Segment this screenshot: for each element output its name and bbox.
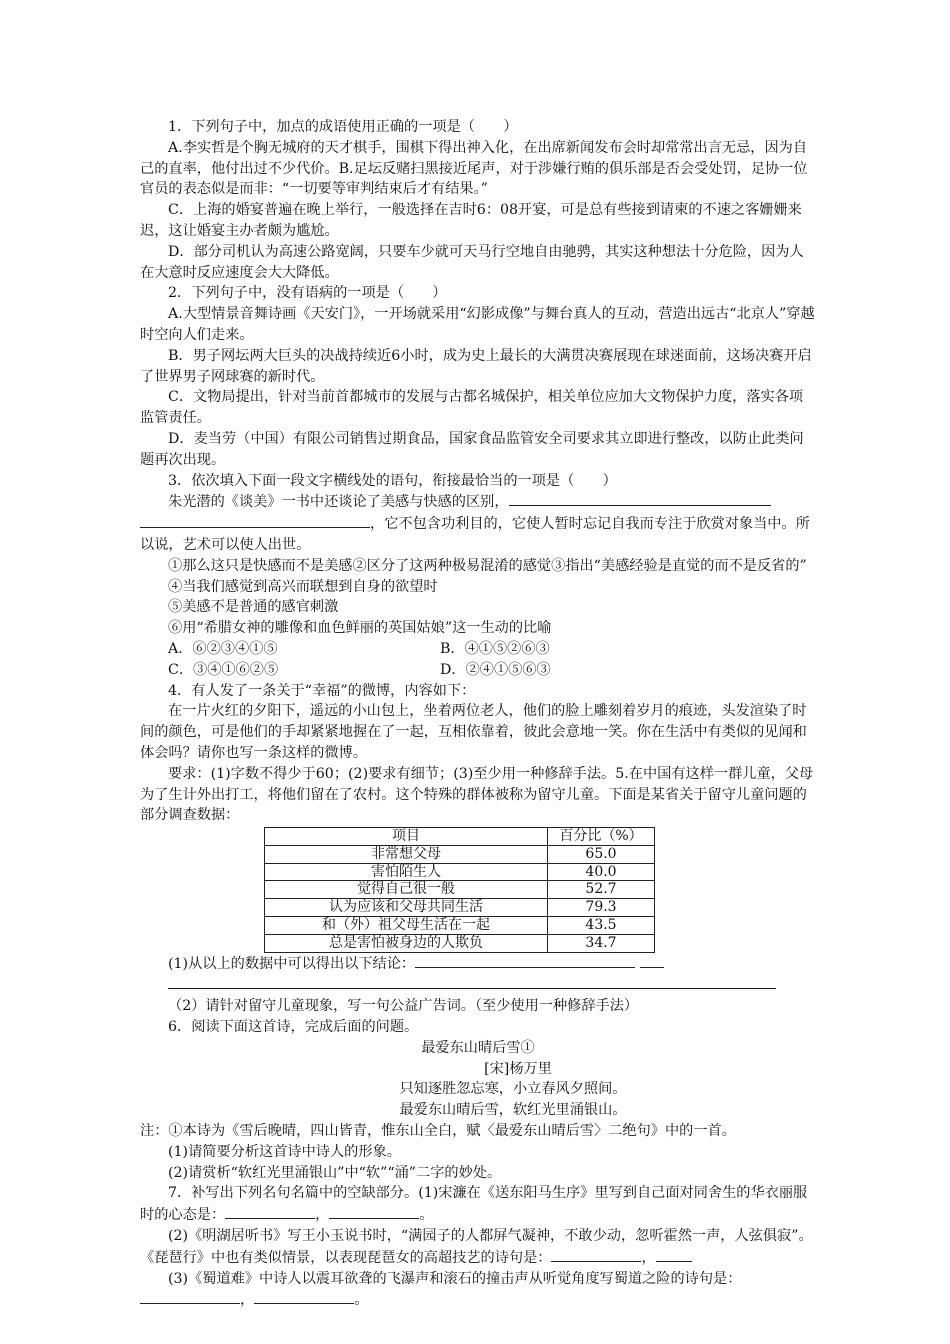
q2-stem: 2．下列句子中，没有语病的一项是（ ） (168, 285, 447, 302)
q7-part-3 (140, 1269, 816, 1312)
q3-stem: 3．依次填入下面一段文字横线处的语句，衔接最恰当的一项是（ ） (168, 472, 617, 489)
q1-option-c: C．上海的婚宴普遍在晚上举行，一般选择在吉时6：08开宴，可是总有些接到请柬的不速之客姗姗来迟，这让婚宴主办者颇为尴尬。 (140, 202, 802, 239)
q3-blank-3[interactable] (671, 491, 771, 506)
poem-author: [宋]杨万里 (484, 1060, 552, 1077)
q7-blank-6[interactable] (254, 1289, 354, 1304)
q5-answer-row (140, 974, 816, 996)
q2-option-c: C．文物局提出，针对当前首都城市的发展与古都名城保护，相关单位应加大文物保护力度，落实各项监管责任。 (140, 389, 804, 427)
table-cell-value: 34.7 (548, 934, 655, 952)
q7-part-2 (140, 1226, 816, 1269)
exam-text (140, 117, 816, 1311)
table-row (265, 881, 655, 899)
poem-title: 最爱东山晴后雪① (421, 1039, 535, 1056)
q7-blank-4[interactable] (656, 1247, 692, 1262)
poem-line-1: 只知逐胜忽忘寒，小立春风夕照间。 (399, 1081, 627, 1098)
q5-part-1 (140, 953, 816, 975)
table-cell-item: 和（外）祖父母生活在一起 (265, 917, 548, 935)
q4-weibo: 在一片火红的夕阳下，遥远的小山包上，坐着两位老人，他们的脸上雕刻着岁月的痕迹，头发渲染了时间的颜色，可是他们的手却紧紧地握在了一起，互相依靠着，彼此会意地一笑。你在生活中有类似的见闻和体会吗？请你也写一条这样的微博。 (140, 703, 807, 761)
table-header-item: 项目 (265, 828, 548, 846)
q5-answer-line-2[interactable] (168, 974, 776, 989)
q5-part-1-text: (1)从以上的数据中可以得出以下结论： (168, 955, 416, 972)
q7-part-3-text: (3)《蜀道难》中诗人以震耳欲聋的飞瀑声和滚石的撞击声从听觉角度写蜀道之险的诗句是： (168, 1270, 742, 1287)
q7-comma-2: ， (641, 1249, 656, 1266)
q7-period-1: 。 (419, 1207, 434, 1224)
q7-part-2-text: (2)《明湖居听书》写王小玉说书时，“满园子的人都屏气凝神，不敢少动，忽听霍然一声，人弦俱寂”。《琵琶行》中也有类似情景，以表现琵琶女的高超技艺的诗句是： (140, 1228, 813, 1266)
table-cell-value: 79.3 (548, 899, 655, 917)
q3-option-a[interactable]: A．⑥②③④①⑤ (168, 640, 278, 657)
q3-options-row-1 (140, 639, 816, 660)
q3-passage-mid: ，它不包含功利目的，它使人暂时忘记自我而专注于欣赏对象当中。所以说，艺术可以使人出世。 (140, 516, 810, 553)
q3-blank-5[interactable] (210, 513, 310, 528)
q3-item-4: ⑥用“希腊女神的雕像和血色鲜丽的英国姑娘”这一生动的比喻 (168, 620, 552, 637)
q3-passage-start: 朱光潜的《谈美》一书中还谈论了美感与快感的区别， (168, 494, 509, 511)
table-header-percent: 百分比（%） (548, 828, 655, 846)
q1-stem: 1．下列句子中，加点的成语使用正确的一项是（ ） (168, 119, 518, 135)
q1-option-d: D．部分司机认为高速公路宽阔，只要车少就可天马行空地自由驰骋，其实这种想法十分危险，因为人在大意时反应速度会大大降低。 (140, 243, 804, 281)
table-cell-item: 害怕陌生人 (265, 863, 548, 881)
q1-option-a-b: A.李实哲是个胸无城府的天才棋手，围棋下得出神入化，在出席新闻发布会时却常常出言无忌，因为自己的直率，他付出过不少代价。B.足坛反赌扫黑接近尾声，对于涉嫌行贿的俱乐部是否会受处罚，足协一位官员的表态似是而非：“一切要等审判结束后才有结果。” (140, 139, 808, 198)
q7-blank-1[interactable] (225, 1204, 315, 1219)
table-cell-item: 认为应该和父母共同生活 (265, 899, 548, 917)
table-cell-value: 65.0 (548, 845, 655, 863)
q7-blank-3[interactable] (551, 1247, 641, 1262)
table-cell-value: 43.5 (548, 917, 655, 935)
q5-part-2: （2）请针对留守儿童现象，写一句公益广告词。（至少使用一种修辞手法） (168, 998, 639, 1015)
q3-item-2: ④当我们感觉到高兴而联想到自身的欲望时 (168, 578, 438, 595)
q6-stem: 6．阅读下面这首诗，完成后面的问题。 (168, 1019, 419, 1036)
q5-answer-line-1[interactable] (415, 953, 635, 968)
q2-option-d: D．麦当劳（中国）有限公司销售过期食品，国家食品监管安全司要求其立即进行整改，以防止此类问题再次出现。 (140, 430, 804, 468)
q7-period-2: 。 (354, 1292, 369, 1309)
q3-item-3: ⑤美感不是普通的感官刺激 (168, 599, 339, 616)
q4-requirements: 要求：(1)字数不得少于60；(2)要求有细节；(3)至少用一种修辞手法。5.在中国有这样一群儿童，父母为了生计外出打工，将他们留在了农村。这个特殊的群体被称为留守儿童。下面是某省关于留守儿童问题的部分调查数据： (140, 765, 814, 824)
q3-option-c[interactable]: C．③④①⑥②⑤ (168, 661, 279, 678)
q3-passage (140, 491, 816, 555)
q6-sub-1: (1)请简要分析这首诗中诗人的形象。 (168, 1143, 401, 1160)
table-cell-item: 觉得自己很一般 (265, 881, 548, 899)
q4-stem: 4．有人发了一条关于“幸福”的微博，内容如下： (168, 682, 476, 699)
q2-option-a: A.大型情景音舞诗画《天安门》，一开场就采用“幻影成像”与舞台真人的互动，营造出远古“北京人”穿越时空向人们走来。 (140, 306, 815, 343)
q3-options-row-2 (140, 660, 816, 681)
q3-blank-2[interactable] (581, 491, 671, 506)
table-header-row (265, 828, 655, 846)
poem-note: 注：①本诗为《雪后晚晴，四山皆青，惟东山全白，赋〈最爱东山晴后雪〉二绝句》中的一首。 (140, 1123, 736, 1140)
table-cell-item: 总是害怕被身边的人欺负 (265, 934, 548, 952)
q3-blank-6[interactable] (310, 513, 370, 528)
q7-comma-3: ， (240, 1292, 255, 1309)
survey-table (264, 827, 655, 953)
q7-blank-5[interactable] (140, 1289, 240, 1304)
table-row (265, 845, 655, 863)
table-row (265, 917, 655, 935)
q3-blank-4[interactable] (140, 513, 210, 528)
q5-answer-line-1b[interactable] (640, 953, 664, 968)
table-row (265, 863, 655, 881)
table-row (265, 899, 655, 917)
table-cell-value: 40.0 (548, 863, 655, 881)
q3-option-d[interactable]: D．②④①⑤⑥③ (440, 661, 551, 678)
table-cell-item: 非常想父母 (265, 845, 548, 863)
q3-option-b[interactable]: B．④①⑤②⑥③ (440, 640, 550, 657)
table-row (265, 934, 655, 952)
q2-option-b: B．男子网坛两大巨头的决战持续近6小时，成为史上最长的大满贯决赛展现在球迷面前，这场决赛开启了世界男子网球赛的新时代。 (140, 347, 812, 385)
q7-stem-text: 7．补写出下列名句名篇中的空缺部分。(1)宋濂在《送东阳马生序》里写到自己面对同舍生的华衣丽服时的心态是： (140, 1185, 808, 1224)
table-cell-value: 52.7 (548, 881, 655, 899)
poem-line-2: 最爱东山晴后雪，软红光里涌银山。 (399, 1102, 627, 1119)
q7-blank-2[interactable] (329, 1204, 419, 1219)
q6-sub-2: (2)请赏析“软红光里涌银山”中“软”“涌”二字的妙处。 (168, 1164, 502, 1181)
q3-item-1: ①那么这只是快感而不是美感②区分了这两种极易混淆的感觉③指出“美感经验是直觉的而不是反省的” (168, 557, 807, 574)
q7-stem (140, 1183, 816, 1226)
q3-blank-1[interactable] (509, 491, 581, 506)
q7-comma-1: ， (315, 1207, 330, 1224)
